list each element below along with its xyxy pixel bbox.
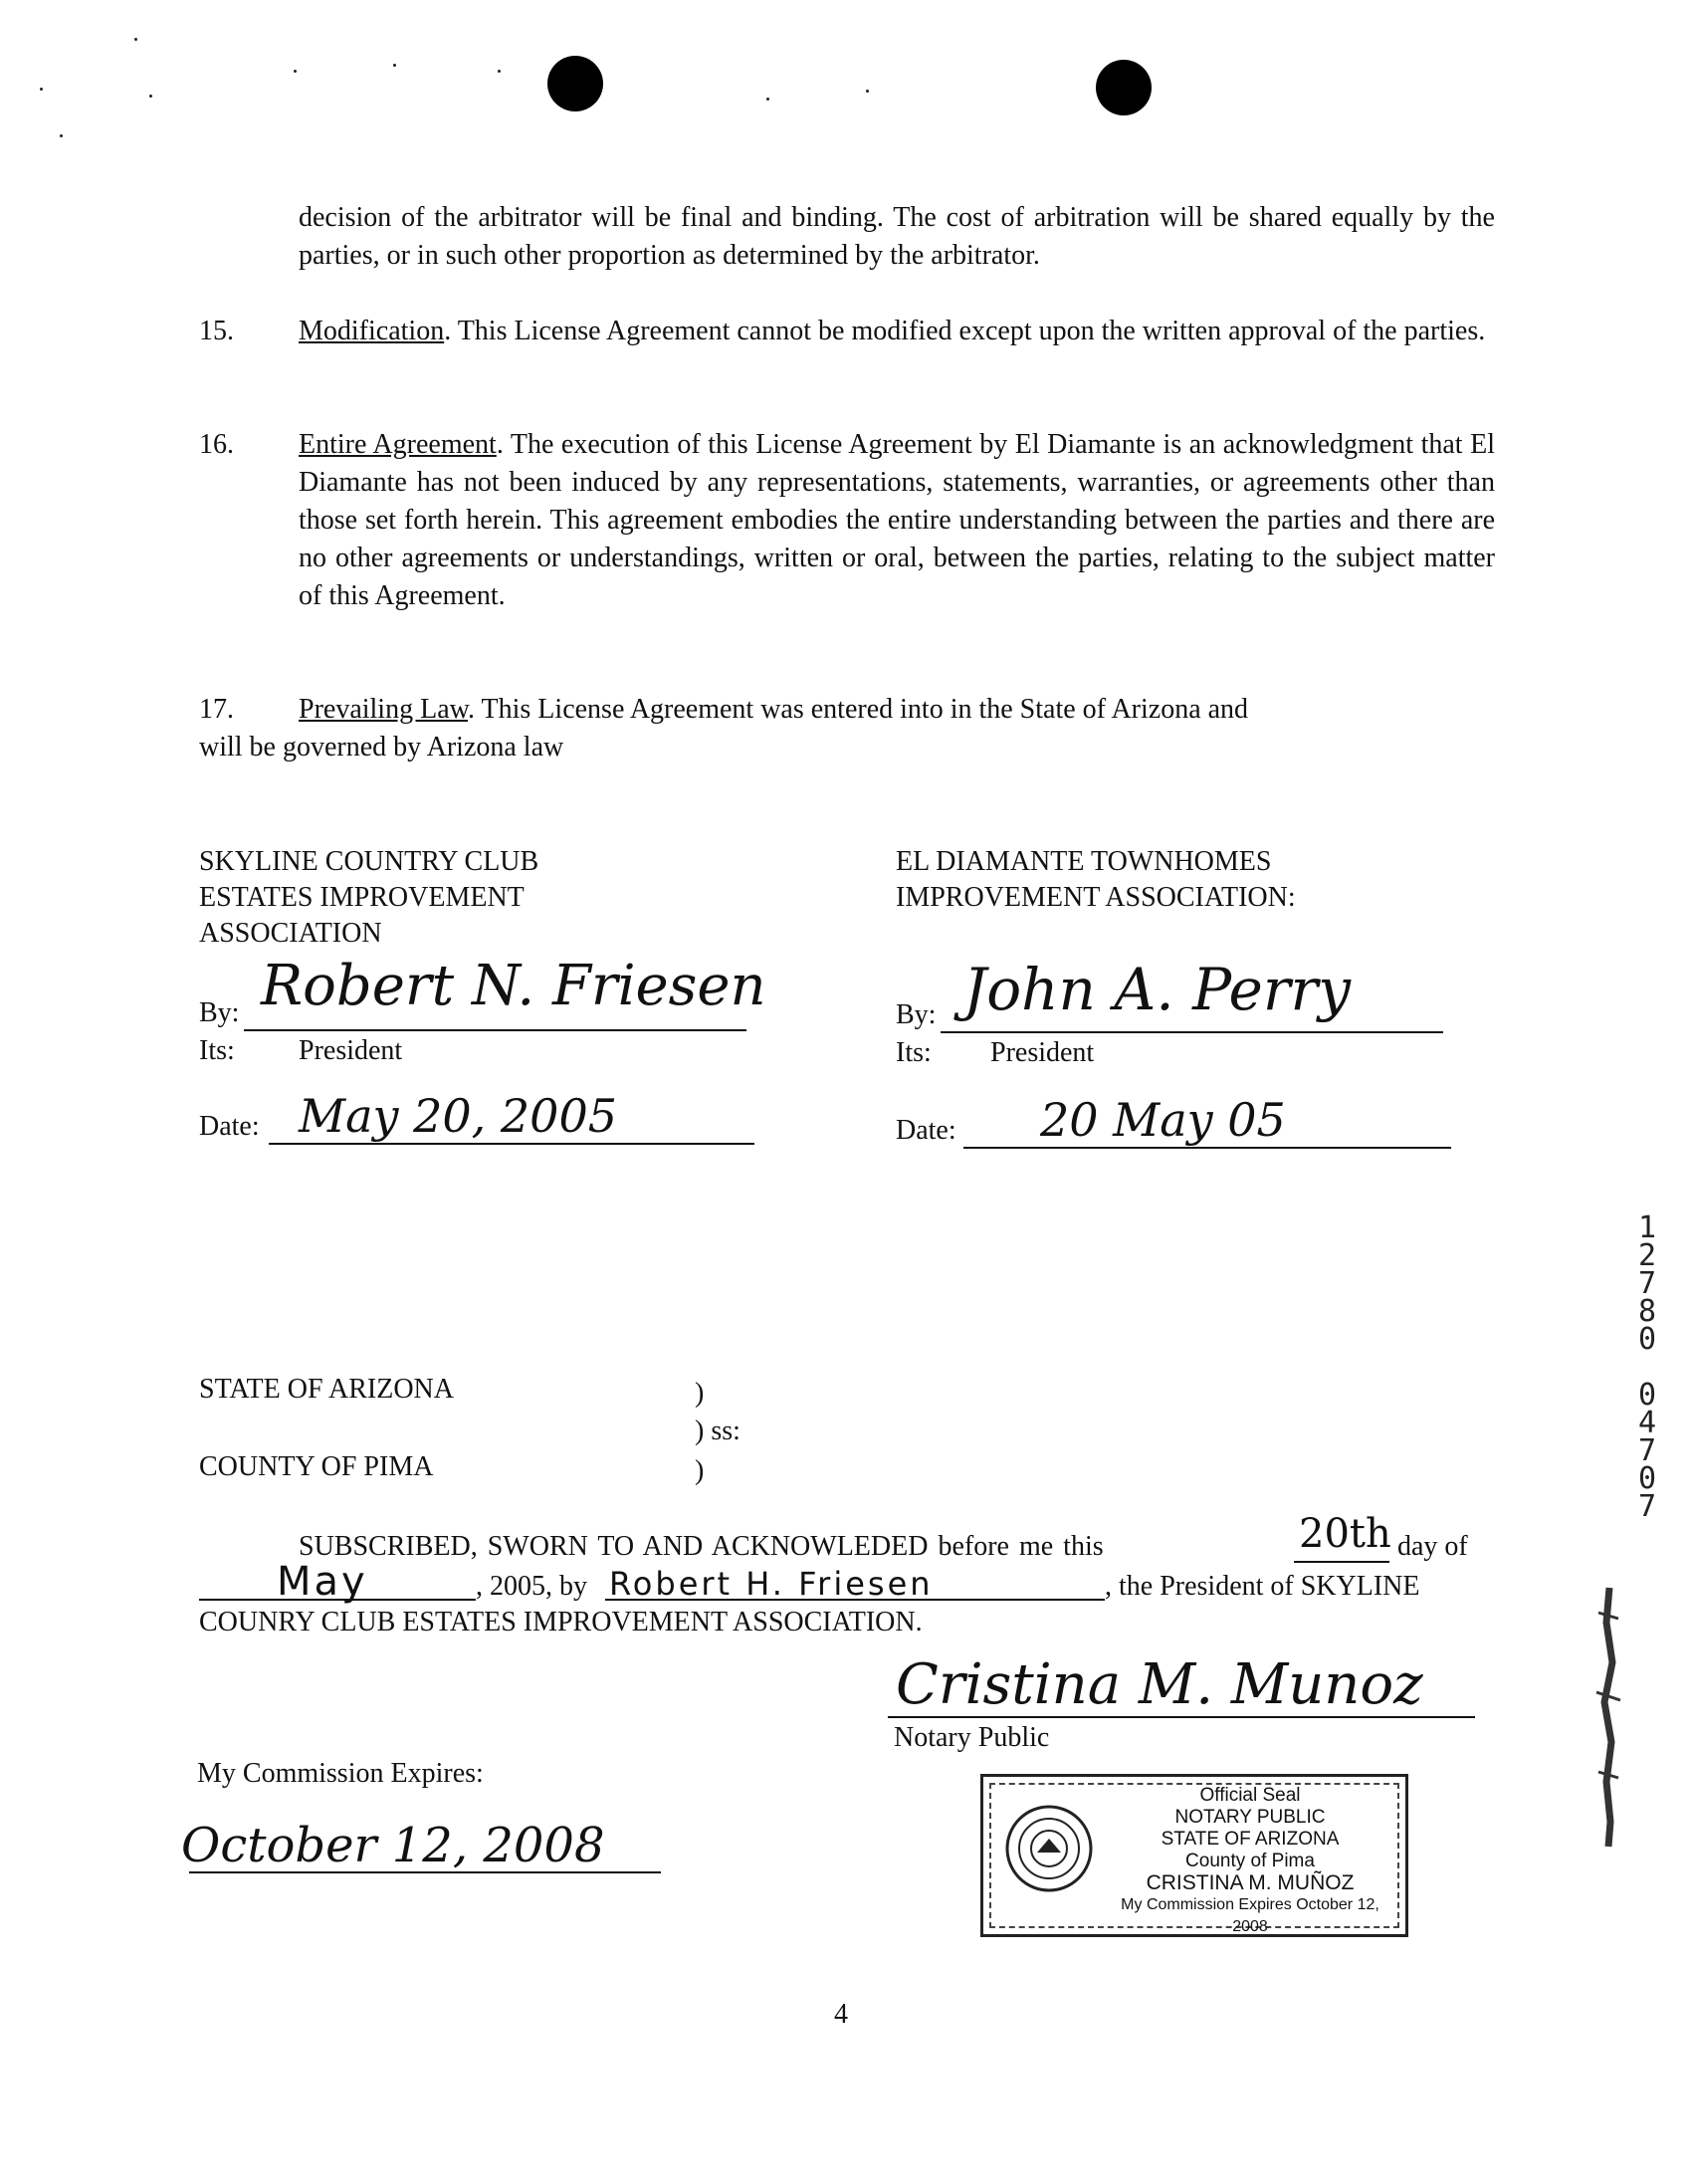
punch-hole-left [547, 56, 603, 111]
section-16-paragraph [299, 426, 1495, 615]
venue-paren-ss: ) ss: [695, 1416, 740, 1446]
arbitration-continuation: decision of the arbitrator will be final and binding. The cost of arbitration will be shared equally by the parties, or in such other proportion as determined by the arbitrator. [299, 202, 1495, 271]
right-signature-block [896, 844, 1296, 916]
stamp-line5: CRISTINA M. MUÑOZ [1146, 1871, 1355, 1894]
section-16-heading: Entire Agreement [299, 429, 497, 460]
commission-label: My Commission Expires: [197, 1758, 484, 1789]
left-date-value: May 20, 2005 [299, 1089, 617, 1143]
right-date-value: 20 May 05 [1040, 1093, 1286, 1147]
ack-line2-mid: , 2005, by [476, 1571, 587, 1602]
section-15-paragraph [299, 313, 1495, 350]
ack-line1-text: SUBSCRIBED, SWORN TO AND ACKNOWLEDED before me this [299, 1531, 1104, 1562]
recording-digit: 0 [1637, 1378, 1657, 1413]
right-its-value: President [990, 1037, 1095, 1068]
stamp-line2: NOTARY PUBLIC [1174, 1807, 1326, 1828]
section-15-heading: Modification [299, 316, 445, 346]
scan-speck [866, 90, 869, 93]
recording-digit: 7 [1637, 1489, 1657, 1524]
left-org-line3: ASSOCIATION [199, 918, 382, 949]
left-signature-block [199, 844, 538, 952]
ack-day-line [1294, 1561, 1389, 1563]
ack-line1-end: day of [1397, 1531, 1468, 1562]
stamp-line3: STATE OF ARIZONA [1161, 1829, 1340, 1850]
recording-digit: 7 [1637, 1266, 1657, 1301]
right-signature-line [941, 1031, 1443, 1033]
stamp-line4: County of Pima [1185, 1851, 1315, 1871]
section-17-paragraph [299, 691, 1495, 729]
stamp-line1: Official Seal [1199, 1785, 1301, 1806]
left-org-line1: SKYLINE COUNTRY CLUB [199, 846, 539, 877]
notary-seal-stamp [980, 1774, 1408, 1937]
section-17-heading: Prevailing Law [299, 694, 469, 725]
scan-speck [498, 70, 501, 73]
stamp-text [1103, 1785, 1397, 1938]
notary-signature: Cristina M. Munoz [896, 1652, 1423, 1717]
ack-line2-end: , the President of SKYLINE [1105, 1571, 1420, 1602]
notary-public-label: Notary Public [894, 1722, 1050, 1753]
ack-month: May [277, 1559, 368, 1605]
left-its-label: Its: [199, 1035, 235, 1066]
left-date-line [269, 1143, 754, 1145]
notary-county-line: COUNTY OF PIMA [199, 1451, 434, 1482]
venue-paren-3: ) [695, 1455, 705, 1486]
right-its-label: Its: [896, 1037, 932, 1068]
right-org-line1: EL DIAMANTE TOWNHOMES [896, 846, 1272, 877]
ack-line3: COUNRY CLUB ESTATES IMPROVEMENT ASSOCIATION. [199, 1607, 923, 1638]
section-17-number: 17. [199, 694, 234, 725]
section-17-text: . This License Agreement was entered into in the State of Arizona and [468, 694, 1249, 725]
right-date-line [963, 1147, 1451, 1149]
scan-speck [134, 38, 137, 41]
scan-speck [149, 95, 152, 98]
left-signature-line [244, 1029, 746, 1031]
scan-speck [40, 88, 43, 91]
arizona-seal-icon [1003, 1803, 1095, 1894]
recording-number-vertical [1632, 1210, 1662, 1524]
right-by-label: By: [896, 999, 937, 1030]
stamp-line6: My Commission Expires October 12, 2008 [1121, 1896, 1379, 1935]
punch-hole-right [1096, 60, 1152, 115]
recording-digit: 2 [1637, 1238, 1657, 1273]
recording-digit: 0 [1637, 1461, 1657, 1496]
margin-scribble [1585, 1583, 1634, 1852]
venue-paren-1: ) [695, 1378, 705, 1409]
left-date-label: Date: [199, 1111, 260, 1142]
section-15-text: . This License Agreement cannot be modified except upon the written approval of the parties. [444, 316, 1486, 346]
scan-speck [393, 64, 396, 67]
left-its-value: President [299, 1035, 403, 1066]
recording-digit: 4 [1637, 1406, 1657, 1440]
section-17-line2: will be governed by Arizona law [199, 732, 564, 763]
section-16-number: 16. [199, 429, 234, 460]
right-signature: John A. Perry [963, 956, 1352, 1023]
commission-value: October 12, 2008 [181, 1818, 605, 1873]
right-org-line2: IMPROVEMENT ASSOCIATION: [896, 882, 1296, 913]
scan-speck [60, 134, 63, 137]
left-signature: Robert N. Friesen [261, 954, 766, 1018]
ack-day: 20th [1299, 1511, 1391, 1557]
section-16-text: . The execution of this License Agreement by El Diamante is an acknowledgment that El Diamante has not been induced by any representations, statements, warranties, or agreements other than those set forth herein. This agreement embodies the entire understanding between the parties and there are no other agreements or understandings, written or oral, between the parties, relating to the subject matter of this Agreement. [299, 429, 1495, 611]
right-date-label: Date: [896, 1115, 956, 1146]
left-org-line2: ESTATES IMPROVEMENT [199, 882, 525, 913]
ack-name: Robert H. Friesen [609, 1565, 934, 1603]
recording-digit: 7 [1637, 1433, 1657, 1468]
scan-speck [766, 98, 769, 101]
scan-speck [294, 70, 297, 73]
recording-digit: 0 [1637, 1322, 1657, 1357]
page-number: 4 [834, 1999, 848, 2030]
recording-digit: 8 [1637, 1294, 1657, 1329]
section-15-number: 15. [199, 316, 234, 346]
recording-digit: 1 [1637, 1210, 1657, 1245]
left-by-label: By: [199, 997, 240, 1028]
notary-state-line: STATE OF ARIZONA [199, 1374, 454, 1405]
